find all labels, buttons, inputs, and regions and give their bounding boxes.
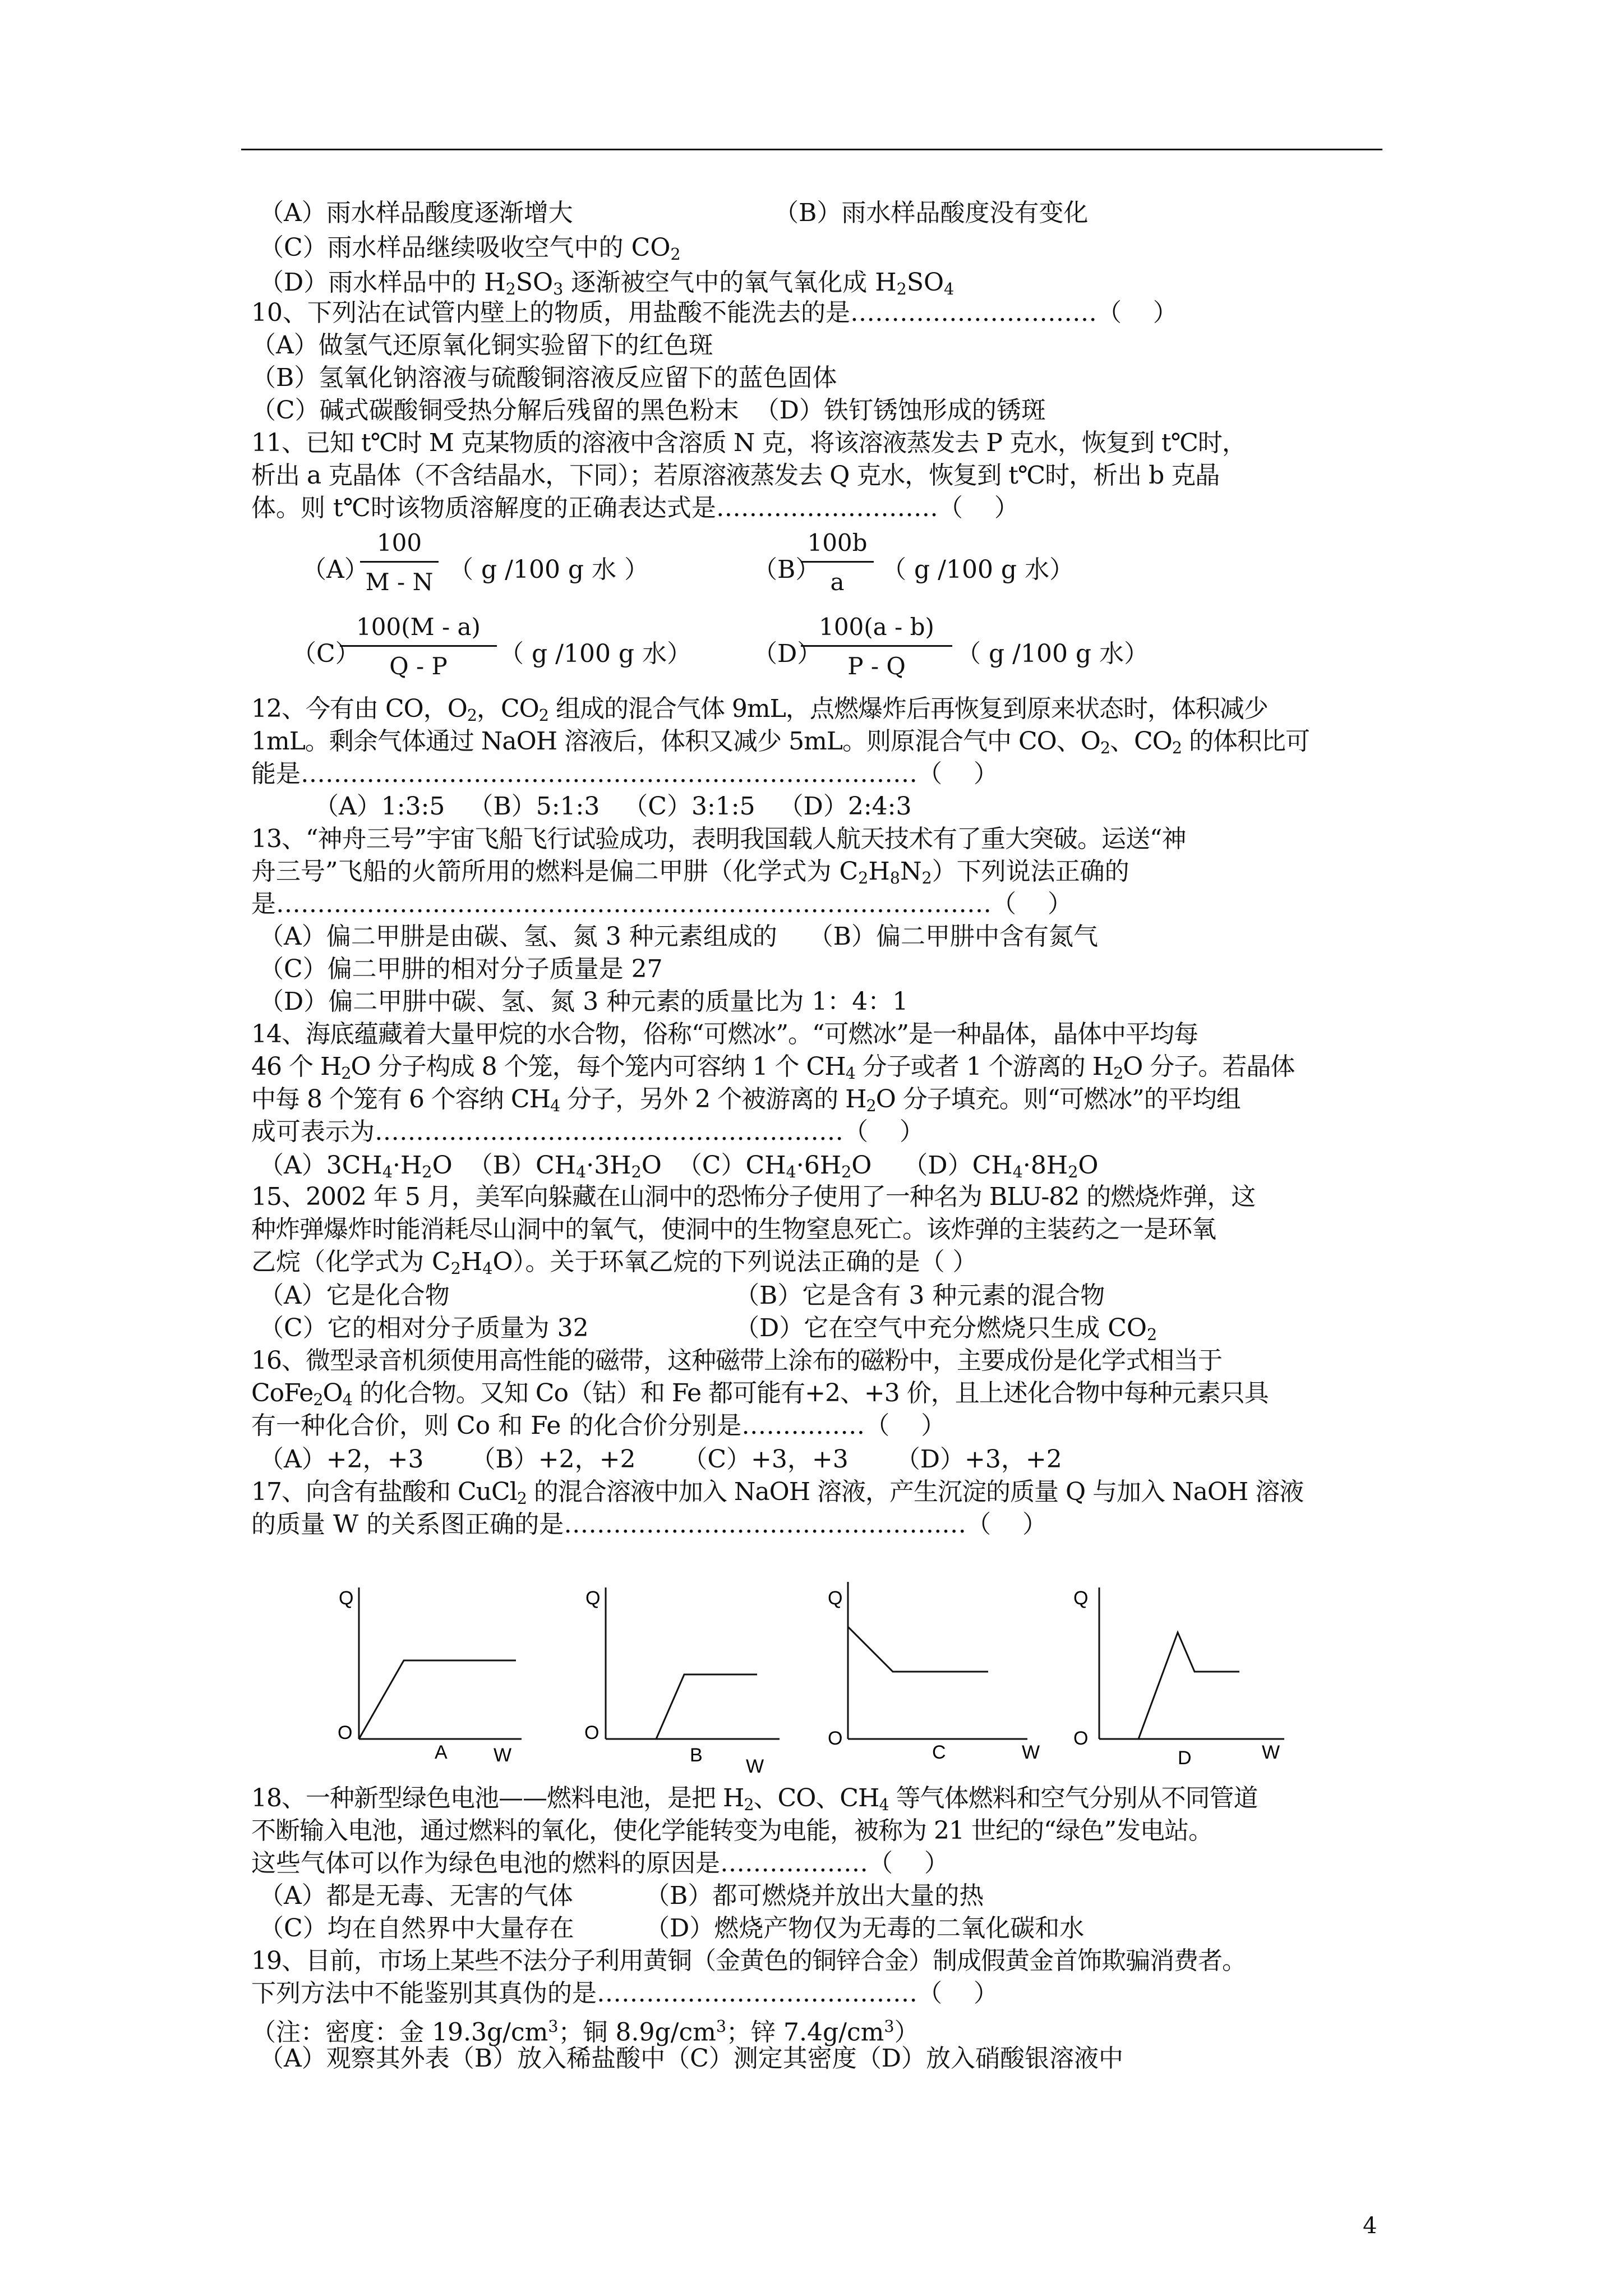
graph-c-q-label: Q — [828, 1588, 843, 1609]
q11-option-b-bar — [801, 561, 874, 563]
q9-option-b: （B）雨水样品酸度没有变化 — [774, 199, 1089, 227]
q11-option-c-numerator: 100(M - a) — [356, 613, 481, 641]
q11-option-a-numerator: 100 — [376, 529, 422, 556]
q12-line-2: 1mL。剩余气体通过 NaOH 溶液后，体积又减少 5mL。则原混合气中 CO、$O_2$、$CO_2$ 的体积比可 — [251, 727, 1310, 758]
q16-line-3: 有一种化合价，则 Co 和 Fe 的化合价分别是……………（ ） — [251, 1411, 946, 1440]
q11-line-1: 11、已知 t℃时 M 克某物质的溶液中含溶质 N 克，将该溶液蒸发去 P 克水，恢复到 t℃时， — [251, 429, 1246, 457]
q11-option-d-numerator: 100(a - b) — [819, 613, 934, 641]
graph-d-letter: D — [1178, 1747, 1192, 1769]
q11-option-a-denominator: M - N — [365, 568, 434, 596]
graph-b-origin-label: O — [584, 1722, 600, 1743]
q15-option-a: （A）它是化合物 — [259, 1281, 450, 1310]
q11-option-b-label: （B） — [753, 555, 820, 584]
q11-option-c-denominator: Q - P — [389, 652, 448, 680]
graph-a-letter: A — [435, 1742, 448, 1763]
graph-b-letter: B — [690, 1745, 703, 1766]
q18-line-3: 这些气体可以作为绿色电池的燃料的原因是………………（ ） — [251, 1849, 949, 1878]
q11-line-2: 析出 a 克晶体（不含结晶水，下同）；若原溶液蒸发去 Q 克水，恢复到 t℃时，析出 b 克晶 — [251, 461, 1220, 490]
q12-line-1: 12、今有由 CO，$O_2$，$CO_2$ 组成的混合气体 9mL，点燃爆炸后再恢复到原来状态时，体积减少 — [251, 694, 1268, 725]
q16-options: （A）+2，+3 （B）+2，+2 （C）+3，+3 （D）+3，+2 — [259, 1445, 1062, 1474]
q11-option-b-denominator: a — [830, 568, 845, 596]
q14-line-3: 中每 8 个笼有 6 个容纳 $CH_4$ 分子，另外 2 个被游离的 $H_2O$ 分子填充。则“可燃冰”的平均组 — [251, 1085, 1241, 1116]
q11-option-d-denominator: P - Q — [847, 652, 906, 680]
q19-line-1: 19、目前，市场上某些不法分子利用黄铜（金黄色的铜锌合金）制成假黄金首饰欺骗消费者。 — [251, 1947, 1246, 1975]
q13-option-d: （D）偏二甲肼中碳、氢、氮 3 种元素的质量比为 1：4：1 — [259, 987, 909, 1016]
graph-c-w-label: W — [1022, 1742, 1040, 1763]
q15-option-c: （C）它的相对分子质量为 32 — [259, 1314, 589, 1342]
graph-a-curve — [359, 1660, 516, 1739]
q9-option-c: （C）雨水样品继续吸收空气中的 $CO_2$ — [259, 233, 681, 264]
q18-option-b: （B）都可燃烧并放出大量的热 — [645, 1881, 984, 1910]
q18-option-c: （C）均在自然界中大量存在 — [259, 1914, 574, 1943]
q19-note: （注：密度：金 $19.3g/cm^3$；铜 $8.9g/cm^3$；锌 $7.4g/cm^3$） — [251, 2017, 919, 2047]
q18-option-a: （A）都是无毒、无害的气体 — [259, 1881, 573, 1910]
header-rule — [241, 149, 1382, 150]
q11-option-c-unit: （ g /100 g 水） — [499, 639, 692, 668]
q11-option-a-bar — [360, 561, 439, 563]
q16-line-1: 16、微型录音机须使用高性能的磁带，这种磁带上涂布的磁粉中，主要成份是化学式相当于 — [251, 1346, 1222, 1375]
q14-options: $(A)3CH_4\cdot H_2O$ $(B)CH_4\cdot 3H_2O$ $(C)CH_4\cdot 6H_2O$ $(D)CH_4\cdot 8H_2O$ — [259, 1151, 1099, 1182]
q13-option-c: （C）偏二甲肼的相对分子质量是 27 — [259, 955, 663, 983]
q11-option-a-unit: （ g /100 g 水 ） — [449, 555, 649, 584]
graph-b-curve — [656, 1674, 757, 1739]
q9-option-d: （D）雨水样品中的 $H_2SO_3$ 逐渐被空气中的氧气氧化成 $H_2SO_4$ — [259, 268, 955, 299]
graph-d-curve — [1138, 1632, 1239, 1739]
q17-graph-d — [1066, 1571, 1301, 1773]
graph-a-q-label: Q — [339, 1588, 354, 1609]
graph-d-w-label: W — [1262, 1742, 1280, 1763]
graph-d-origin-label: O — [1073, 1728, 1089, 1749]
q16-line-2: $CoFe_2O_4$ 的化合物。又知 Co（钴）和 Fe 都可能有+2、+3 价，且上述化合物中每种元素只具 — [251, 1379, 1269, 1410]
q11-option-d-bar — [801, 645, 952, 647]
graph-c-origin-label: O — [828, 1728, 843, 1749]
graph-c-letter: C — [932, 1742, 946, 1763]
q14-line-2: 46 个 $H_2O$ 分子构成 8 个笼，每个笼内可容纳 1 个 $CH_4$ 分子或者 1 个游离的 $H_2O$ 分子。若晶体 — [251, 1052, 1295, 1083]
q17-graph-a — [331, 1571, 533, 1767]
q11-option-b-unit: （ g /100 g 水） — [882, 555, 1075, 584]
q11-option-d-label: （D） — [753, 639, 822, 668]
q15-line-3: 乙烷（化学式为 $C_2H_4O$）。关于环氧乙烷的下列说法正确的是（ ） — [251, 1248, 978, 1278]
q13-line-2: 舟三号”飞船的火箭所用的燃料是偏二甲肼（化学式为 $C_2H_8N_2$）下列说法正确的 — [251, 857, 1129, 888]
q19-line-2: 下列方法中不能鉴别其真伪的是…………………………………（ ） — [251, 1979, 998, 2008]
q18-option-d: （D）燃烧产物仅为无毒的二氧化碳和水 — [645, 1914, 1085, 1943]
q14-line-1: 14、海底蕴藏着大量甲烷的水合物，俗称“可燃冰”。“可燃冰”是一种晶体，晶体中平均每 — [251, 1020, 1198, 1048]
q10-option-b: （B）氢氧化钠溶液与硫酸铜溶液反应留下的蓝色固体 — [251, 364, 837, 392]
q12-line-3: 能是…………………………………………………………………（ ） — [251, 760, 998, 788]
q18-line-1: 18、一种新型绿色电池——燃料电池，是把 $H_2$、CO、$CH_4$ 等气体燃料和空气分别从不同管道 — [251, 1784, 1258, 1815]
graph-c-curve — [848, 1627, 988, 1672]
page-number: 4 — [1363, 2213, 1377, 2239]
q10-option-cd: （C）碱式碳酸铜受热分解后残留的黑色粉末 （D）铁钉锈蚀形成的锈斑 — [251, 396, 1046, 425]
q13-line-3: 是……………………………………………………………………………（ ） — [251, 890, 1072, 918]
q10-stem: 10、下列沾在试管内壁上的物质，用盐酸不能洗去的是…………………………（ ） — [251, 298, 1178, 327]
q11-line-3: 体。则 t℃时该物质溶解度的正确表达式是………………………（ ） — [251, 494, 1019, 522]
q17-graph-c — [820, 1565, 1044, 1767]
q11-option-c-label: （C） — [292, 639, 360, 668]
q9-option-a: （A）雨水样品酸度逐渐增大 — [259, 199, 573, 227]
q11-option-d-unit: （ g /100 g 水） — [956, 639, 1149, 668]
q13-option-ab: （A）偏二甲肼是由碳、氢、氮 3 种元素组成的 （B）偏二甲肼中含有氮气 — [259, 922, 1099, 951]
q12-options: （A）1:3:5 （B）5:1:3 （C）3:1:5 （D）2:4:3 — [314, 792, 912, 821]
q13-line-1: 13、“神舟三号”宇宙飞船飞行试验成功，表明我国载人航天技术有了重大突破。运送“神 — [251, 825, 1186, 853]
q11-option-c-bar — [340, 645, 497, 647]
q17-line-1: 17、向含有盐酸和 CuCl$_2$ 的混合溶液中加入 NaOH 溶液，产生沉淀的质量 Q 与加入 NaOH 溶液 — [251, 1478, 1304, 1508]
q11-option-a-label: （A） — [302, 555, 369, 584]
q15-line-1: 15、2002 年 5 月，美军向躲藏在山洞中的恐怖分子使用了一种名为 BLU-82 的燃烧炸弹，这 — [251, 1182, 1256, 1211]
graph-d-q-label: Q — [1073, 1588, 1089, 1609]
q15-line-2: 种炸弹爆炸时能消耗尽山洞中的氧气，使洞中的生物窒息死亡。该炸弹的主装药之一是环氧 — [251, 1215, 1216, 1244]
q18-line-2: 不断输入电池，通过燃料的氧化，使化学能转变为电能，被称为 21 世纪的“绿色”发电站。 — [251, 1816, 1212, 1845]
q15-option-b: （B）它是含有 3 种元素的混合物 — [735, 1281, 1105, 1310]
q11-option-b-numerator: 100b — [807, 529, 868, 556]
graph-a-w-label: W — [494, 1745, 512, 1766]
graph-b-w-label: W — [746, 1756, 764, 1777]
q10-option-a: （A）做氢气还原氧化铜实验留下的红色斑 — [251, 331, 713, 360]
q17-line-2: 的质量 W 的关系图正确的是……………………………………….…（ ） — [251, 1510, 1048, 1539]
q15-option-d: （D）它在空气中充分燃烧只生成 $CO_2$ — [735, 1314, 1158, 1345]
q19-options: （A）观察其外表（B）放入稀盐酸中（C）测定其密度（D）放入硝酸银溶液中 — [259, 2044, 1124, 2073]
graph-a-origin-label: O — [338, 1722, 353, 1743]
graph-b-q-label: Q — [585, 1588, 601, 1609]
q14-line-4: 成可表示为…………………………………………………（ ） — [251, 1117, 924, 1146]
q17-graph-b — [578, 1571, 780, 1778]
